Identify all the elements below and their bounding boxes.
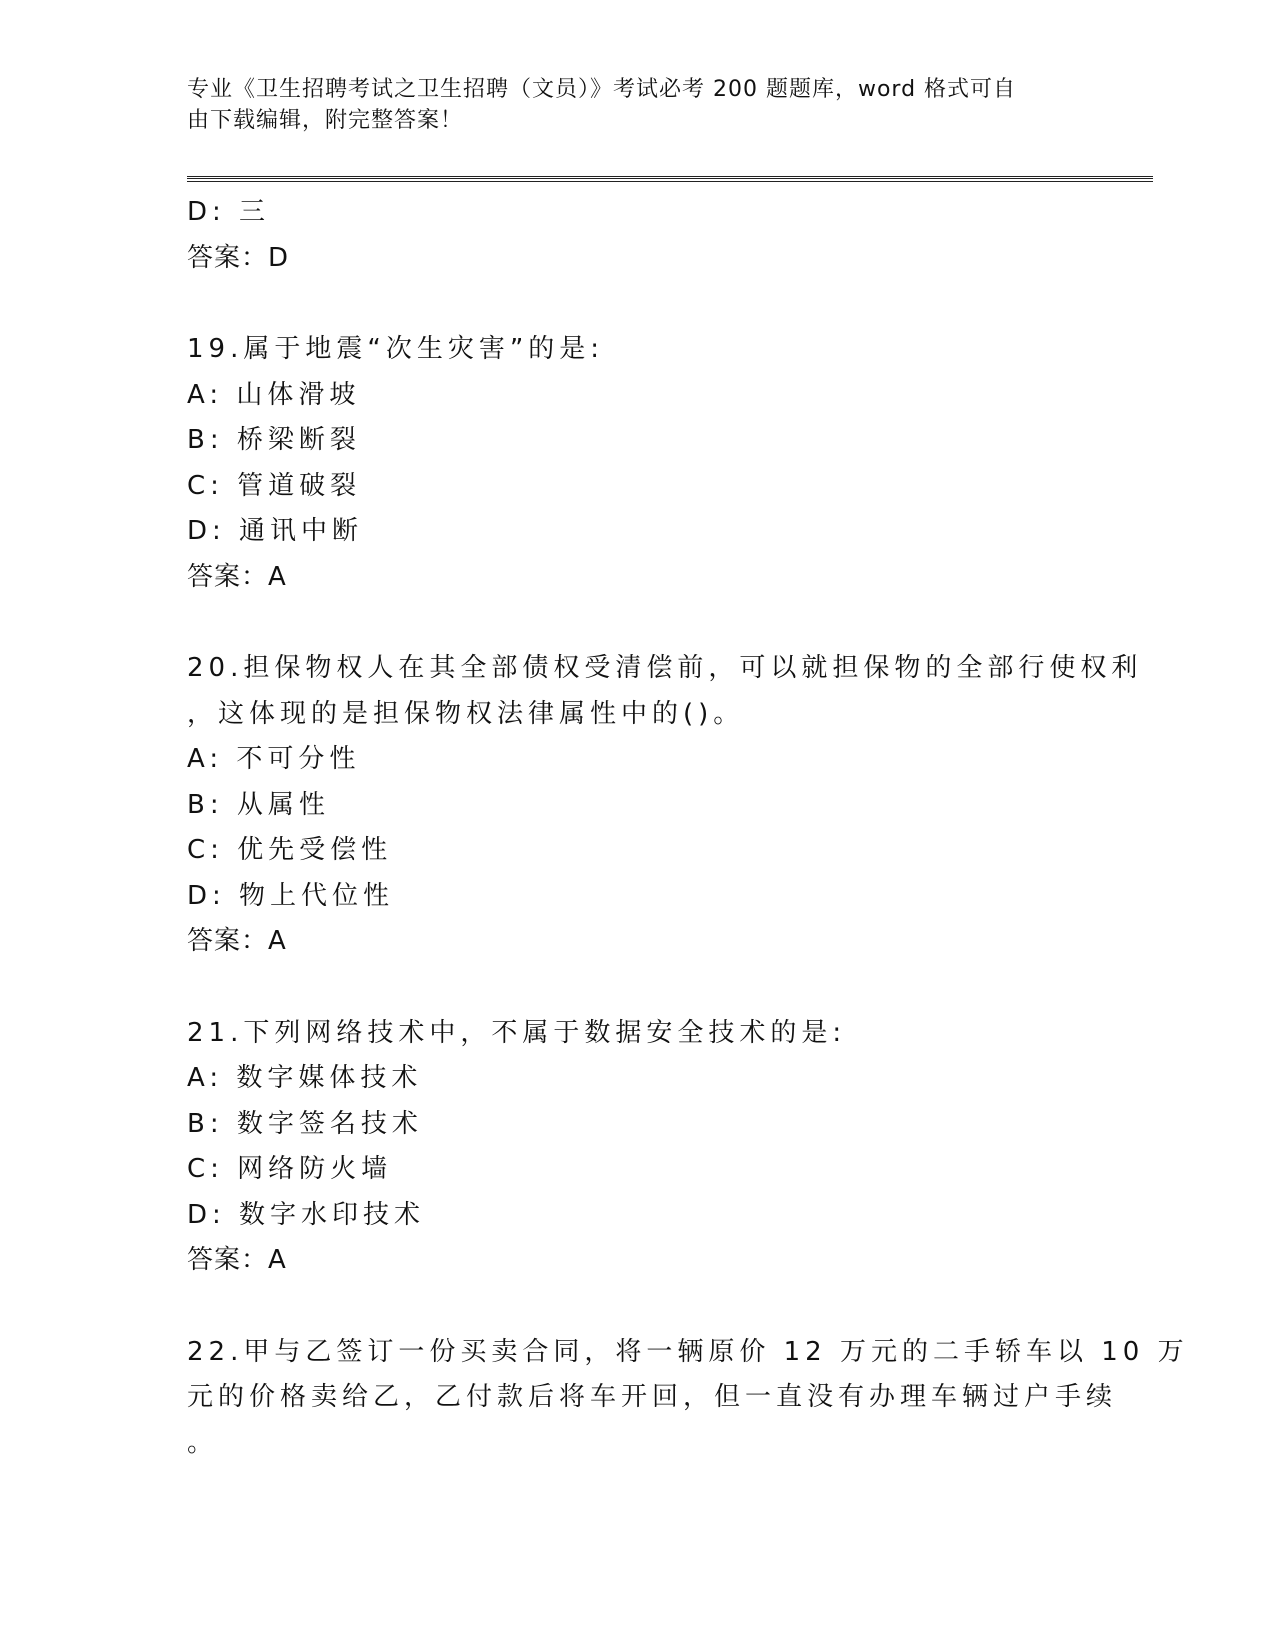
option-d: D: 通讯中断 <box>187 516 364 546</box>
question-stem: 21.下列网络技术中，不属于数据安全技术的是: <box>187 1017 847 1048</box>
question-stem-continued: ，这体现的是担保物权法律属性中的()。 <box>187 698 745 729</box>
prev-answer: 答案：D <box>187 242 290 273</box>
option-a: A: 数字媒体技术 <box>187 1063 423 1093</box>
answer: 答案：A <box>187 561 287 592</box>
question-stem: 19.属于地震“次生灾害”的是: <box>187 334 605 364</box>
option-b: B: 从属性 <box>187 789 330 820</box>
option-c: C: 管道破裂 <box>187 470 362 501</box>
answer: 答案：A <box>187 926 287 956</box>
question-19 <box>187 327 1087 600</box>
option-c: C: 网络防火墙 <box>187 1154 393 1184</box>
option-b: B: 桥梁断裂 <box>187 425 361 455</box>
question-stem-continued: 元的价格卖给乙，乙付款后将车开回，但一直没有办理车辆过户手续 <box>187 1382 1118 1412</box>
option-a: A: 不可分性 <box>187 744 361 774</box>
question-22 <box>187 1330 1189 1467</box>
page-header <box>187 74 1067 136</box>
header-line-2: 由下载编辑，附完整答案！ <box>187 108 464 133</box>
question-20 <box>187 646 1143 965</box>
question-stem: 22.甲与乙签订一份买卖合同，将一辆原价 12 万元的二手轿车以 10 万 <box>187 1336 1189 1367</box>
document-body <box>187 190 1189 1466</box>
header-divider <box>187 176 1153 180</box>
question-21 <box>187 1011 1087 1284</box>
option-c: C: 优先受偿性 <box>187 835 393 865</box>
answer: 答案：A <box>187 1245 287 1275</box>
option-d: D: 物上代位性 <box>187 880 395 911</box>
header-line-1: 专业《卫生招聘考试之卫生招聘（文员）》考试必考 200 题题库，word 格式可自 <box>187 77 1017 102</box>
option-d: D: 数字水印技术 <box>187 1199 426 1230</box>
prev-option-d: D: 三 <box>187 197 271 227</box>
question-stem: 20.担保物权人在其全部债权受清偿前，可以就担保物的全部行使权利 <box>187 653 1143 683</box>
question-stem-end: 。 <box>187 1427 219 1458</box>
option-b: B: 数字签名技术 <box>187 1108 423 1139</box>
option-a: A: 山体滑坡 <box>187 379 361 410</box>
